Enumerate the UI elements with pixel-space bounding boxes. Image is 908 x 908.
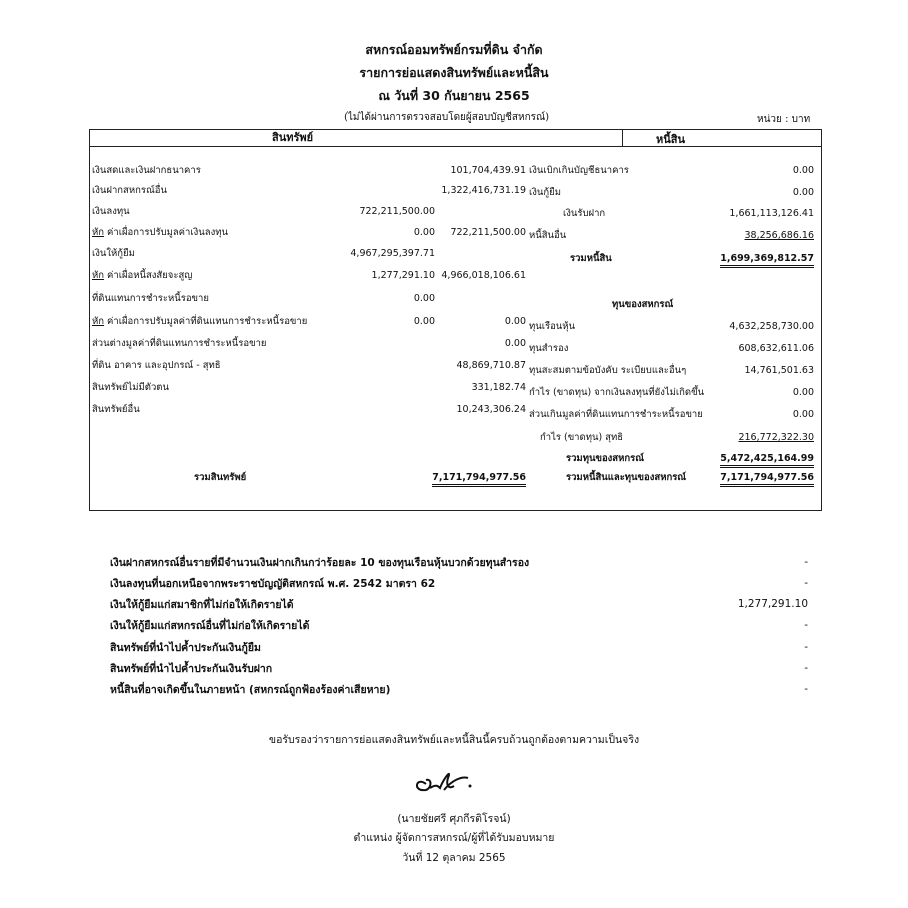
deduct-prefix: หัก <box>92 227 105 238</box>
audit-note: (ไม่ได้ผ่านการตรวจสอบโดยผู้สอบบัญชีสหกรณ์) <box>344 112 550 123</box>
deduct-prefix: หัก <box>92 316 105 327</box>
equity-label: ทุนเรือนหุ้น <box>529 321 576 332</box>
asset-value: 4,966,018,106.61 <box>441 270 526 281</box>
asset-row-label <box>92 316 307 328</box>
note-label: เงินลงทุนที่นอกเหนือจากพระราชบัญญัติสหกรณ์ พ.ศ. 2542 มาตรา 62 <box>110 578 436 590</box>
signer-name: (นายชัยศรี ศุภกีรติโรจน์) <box>397 813 511 825</box>
asset-subvalue: 0.00 <box>413 316 435 327</box>
equity-label: ส่วนเกินมูลค่าที่ดินแทนการชำระหนี้รอขาย <box>529 409 703 420</box>
signature <box>408 764 488 798</box>
equity-value: 0.00 <box>792 387 814 398</box>
note-value: - <box>804 619 808 631</box>
unit-label: หน่วย : บาท <box>757 114 811 125</box>
asset-value: 0.00 <box>504 316 526 327</box>
asset-row-label <box>92 360 221 372</box>
header-vline <box>622 130 623 146</box>
certify-text: ขอรับรองว่ารายการย่อแสดงสินทรัพย์และหนี้สินนี้ครบถ้วนถูกต้องตามความเป็นจริง <box>268 734 640 746</box>
asset-label-text: เงินลงทุน <box>92 206 130 217</box>
asset-row-label <box>92 185 167 197</box>
liability-value: 38,256,686.16 <box>744 230 814 241</box>
liabilities-title: หนี้สิน <box>656 133 686 146</box>
asset-value: 48,869,710.87 <box>456 360 526 371</box>
liability-label: หนี้สินอื่น <box>529 230 567 241</box>
asset-row-label <box>92 227 228 239</box>
asset-row-label <box>92 248 135 260</box>
liability-value: 0.00 <box>792 165 814 176</box>
asset-label-text: สินทรัพย์อื่น <box>92 404 140 415</box>
note-value: - <box>804 662 808 674</box>
signer-position: ตำแหน่ง ผู้จัดการสหกรณ์/ผู้ที่ได้รับมอบหมาย <box>353 832 555 844</box>
asset-subvalue: 722,211,500.00 <box>359 206 435 217</box>
asset-row-label <box>92 165 201 177</box>
asset-row-label <box>92 293 209 305</box>
equity-label: กำไร (ขาดทุน) จากเงินลงทุนที่ยังไม่เกิดขึ้น <box>529 387 705 398</box>
asset-label-text: เงินสดและเงินฝากธนาคาร <box>92 165 201 176</box>
equity-value: 14,761,501.63 <box>744 365 814 376</box>
asset-label-text: ค่าเผื่อการปรับมูลค่าที่ดินแทนการชำระหนี้รอขาย <box>104 316 308 327</box>
asset-row-label <box>92 382 169 394</box>
asset-value: 331,182.74 <box>471 382 526 393</box>
note-label: เงินฝากสหกรณ์อื่นรายที่มีจำนวนเงินฝากเกินกว่าร้อยละ 10 ของทุนเรือนหุ้นบวกด้วยทุนสำรอง <box>110 557 530 569</box>
asset-label-text: ที่ดินแทนการชำระหนี้รอขาย <box>92 293 209 304</box>
note-value: - <box>804 683 808 695</box>
asset-subvalue: 1,277,291.10 <box>371 270 435 281</box>
asset-subvalue: 0.00 <box>413 293 435 304</box>
note-value: 1,277,291.10 <box>737 598 808 610</box>
equity-value: 216,772,322.30 <box>738 432 814 443</box>
liability-label: เงินกู้ยืม <box>529 187 561 198</box>
equity-title: ทุนของสหกรณ์ <box>612 299 674 310</box>
liability-value: 0.00 <box>792 187 814 198</box>
asset-row-label <box>92 270 192 282</box>
asset-subvalue: 4,967,295,397.71 <box>350 248 435 259</box>
note-label: สินทรัพย์ที่นำไปค้ำประกันเงินกู้ยืม <box>110 642 261 654</box>
equity-value: 608,632,611.06 <box>738 343 814 354</box>
note-value: - <box>804 641 808 653</box>
note-label: เงินให้กู้ยืมแก่สหกรณ์อื่นที่ไม่ก่อให้เกิดรายได้ <box>110 620 310 632</box>
coop-name: สหกรณ์ออมทรัพย์กรมที่ดิน จำกัด <box>365 42 543 57</box>
header-divider <box>90 146 821 147</box>
note-label: หนี้สินที่อาจเกิดขึ้นในภายหน้า (สหกรณ์ถูกฟ้องร้องค่าเสียหาย) <box>110 684 391 696</box>
asset-label-text: ส่วนต่างมูลค่าที่ดินแทนการชำระหนี้รอขาย <box>92 338 267 349</box>
asset-label-text: ค่าเผื่อหนี้สงสัยจะสูญ <box>104 270 193 281</box>
asset-value: 0.00 <box>504 338 526 349</box>
total-liab-equity-value: 7,171,794,977.56 <box>712 472 814 484</box>
liability-value: 1,699,369,812.57 <box>705 253 814 265</box>
note-value: - <box>804 556 808 568</box>
equity-label: กำไร (ขาดทุน) สุทธิ <box>540 432 624 443</box>
total-liab-equity-label: รวมหนี้สินและทุนของสหกรณ์ <box>566 472 687 483</box>
sign-date: วันที่ 12 ตุลาคม 2565 <box>402 852 506 864</box>
asset-label-text: เงินให้กู้ยืม <box>92 248 135 259</box>
equity-value: 4,632,258,730.00 <box>729 321 814 332</box>
asset-label-text: สินทรัพย์ไม่มีตัวตน <box>92 382 169 393</box>
equity-value: 0.00 <box>792 409 814 420</box>
equity-label: รวมทุนของสหกรณ์ <box>566 453 645 464</box>
asset-value: 101,704,439.91 <box>450 165 526 176</box>
deduct-prefix: หัก <box>92 270 105 281</box>
note-label: สินทรัพย์ที่นำไปค้ำประกันเงินรับฝาก <box>110 663 273 675</box>
total-assets-label: รวมสินทรัพย์ <box>194 472 247 483</box>
liability-label: รวมหนี้สิน <box>570 253 612 264</box>
asset-row-label <box>92 338 266 350</box>
report-title: รายการย่อแสดงสินทรัพย์และหนี้สิน <box>359 65 549 80</box>
asset-label-text: เงินฝากสหกรณ์อื่น <box>92 185 167 196</box>
equity-value: 5,472,425,164.99 <box>705 453 814 465</box>
total-assets-value: 7,171,794,977.56 <box>420 472 526 484</box>
asset-row-label <box>92 404 140 416</box>
report-date: ณ วันที่ 30 กันยายน 2565 <box>378 88 530 103</box>
asset-subvalue: 0.00 <box>413 227 435 238</box>
note-label: เงินให้กู้ยืมแก่สมาชิกที่ไม่ก่อให้เกิดรายได้ <box>110 599 294 611</box>
asset-label-text: ที่ดิน อาคาร และอุปกรณ์ - สุทธิ <box>92 360 221 371</box>
asset-value: 722,211,500.00 <box>450 227 526 238</box>
liability-label: เงินรับฝาก <box>563 208 606 219</box>
asset-value: 10,243,306.24 <box>456 404 526 415</box>
liability-label: เงินเบิกเกินบัญชีธนาคาร <box>529 165 629 176</box>
asset-label-text: ค่าเผื่อการปรับมูลค่าเงินลงทุน <box>104 227 228 238</box>
asset-value: 1,322,416,731.19 <box>441 185 526 196</box>
liability-value: 1,661,113,126.41 <box>729 208 814 219</box>
assets-title: สินทรัพย์ <box>272 131 314 144</box>
equity-label: ทุนสำรอง <box>529 343 569 354</box>
note-value: - <box>804 577 808 589</box>
asset-row-label <box>92 206 130 218</box>
equity-label: ทุนสะสมตามข้อบังคับ ระเบียบและอื่นๆ <box>529 365 687 376</box>
